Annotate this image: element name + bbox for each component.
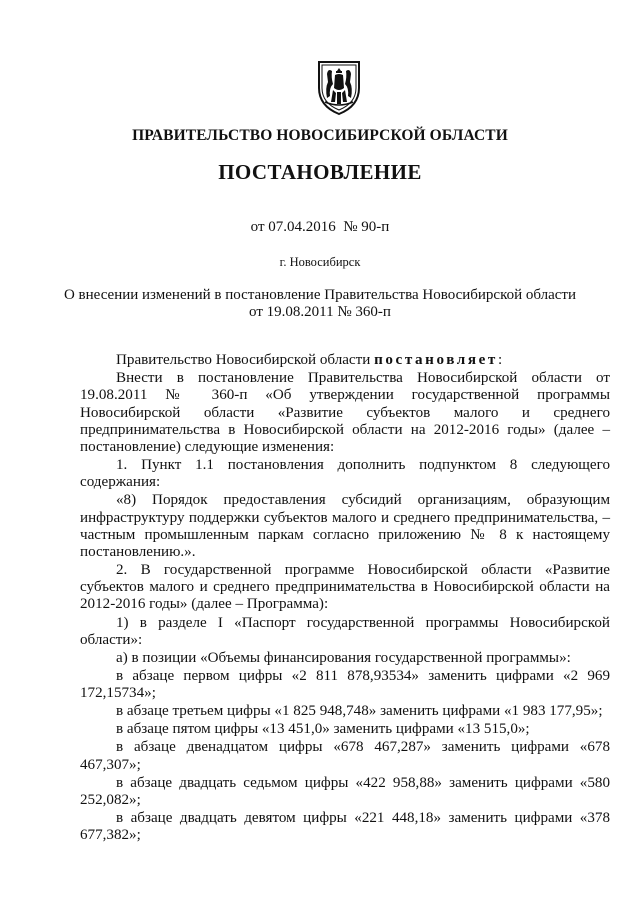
paragraph: 1. Пункт 1.1 постановления дополнить подпунктом 8 следующего содержания: [80, 457, 610, 491]
decrees-word: постановляет [374, 352, 498, 368]
paragraph: а) в позиции «Объемы финансирования государственной программы»: [116, 649, 571, 666]
paragraph: в абзаце первом цифры «2 811 878,93534» заменить цифрами «2 969 172,15734»; [80, 667, 610, 702]
paragraph: 1) в разделе I «Паспорт государственной программы Новосибирской области»: [80, 614, 610, 648]
document-city: г. Новосибирск [279, 255, 361, 269]
paragraph: в абзаце пятом цифры «13 451,0» заменить цифрами «13 515,0»; [116, 721, 530, 738]
subject-line-2: от 19.08.2011 № 360-п [249, 304, 391, 320]
novosibirsk-coat-of-arms-icon [313, 58, 365, 116]
document-body [80, 352, 610, 845]
intro-text: Правительство Новосибирской области [116, 352, 375, 368]
subject-line-1: О внесении изменений в постановление Правительства Новосибирской области [63, 287, 577, 303]
document-type: ПОСТАНОВЛЕНИЕ [218, 160, 422, 184]
paragraph: «8) Порядок предоставления субсидий организациям, образующим инфраструктуру поддержки субъектов малого и среднего предпринимательства, – частным промышленным паркам согласно приложению № 8 к настоящему постановлению.». [80, 492, 610, 560]
organization-name: ПРАВИТЕЛЬСТВО НОВОСИБИРСКОЙ ОБЛАСТИ [132, 127, 508, 144]
resolution-intro [80, 352, 610, 369]
document-date-number: от 07.04.2016 № 90-п [250, 219, 390, 235]
paragraph: 2. В государственной программе Новосибирской области «Развитие субъектов малого и среднего предпринимательства в Новосибирской области на 2012-2016 годы» (далее – Программа): [80, 562, 610, 613]
intro-colon: : [497, 352, 503, 368]
paragraph: в абзаце двенадцатом цифры «678 467,287» заменить цифрами «678 467,307»; [80, 739, 610, 773]
paragraph: в абзаце двадцать девятом цифры «221 448,18» заменить цифрами «378 677,382»; [80, 809, 610, 844]
paragraph: в абзаце двадцать седьмом цифры «422 958,88» заменить цифрами «580 252,082»; [80, 774, 610, 808]
document-subject [0, 287, 640, 321]
paragraph: в абзаце третьем цифры «1 825 948,748» заменить цифрами «1 983 177,95»; [116, 703, 603, 720]
paragraph: Внести в постановление Правительства Новосибирской области от 19.08.2011 № 360-п «Об утверждении государственной программы Новосибирской области «Развитие субъектов малого и среднего предпринимательства в Новосибирской области на 2012-2016 годы» (далее – постановление) следующие изменения: [80, 370, 610, 455]
